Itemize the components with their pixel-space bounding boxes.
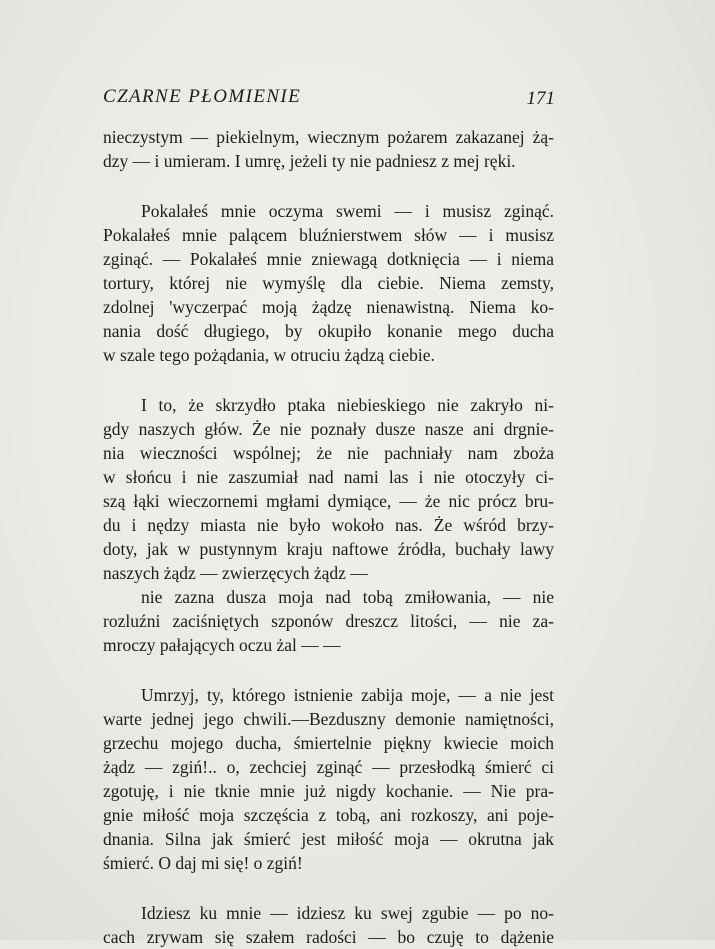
text-line: naszych żądz — zwierzęcych żądz — <box>103 563 368 583</box>
text-line: nania dość długiego, by okupiło konanie mego ducha <box>103 321 554 341</box>
text-line: dzy — i umieram. I umrę, jeżeli ty nie padniesz z mej ręki. <box>103 151 516 171</box>
text-line: nie zazna dusza moja nad tobą zmiłowania, — nie <box>141 587 554 607</box>
text-line: Idziesz ku mnie — idziesz ku swej zgubie — po no- <box>141 903 554 923</box>
text-line: Pokalałeś mnie palącem bluźnierstwem słów — i musisz <box>103 225 554 245</box>
text-line: doty, jak w pustynnym kraju naftowe źródła, buchały lawy <box>103 539 554 559</box>
text-line: gnie miłość moja szczęścia z tobą, ani rozkoszy, ani poje- <box>103 805 554 825</box>
paragraph <box>103 199 554 367</box>
text-line: warte jednej jego chwili.—Bezduszny demonie namiętności, <box>103 709 554 729</box>
text-line: śmierć. O daj mi się! o zgiń! <box>103 853 303 873</box>
text-line: w słońcu i nie zaszumiał nad nami las i nie otoczyły ci- <box>103 467 554 487</box>
text-line: I to, że skrzydło ptaka niebieskiego nie zakryło ni- <box>141 395 554 415</box>
page-header <box>103 86 555 114</box>
body-text <box>103 125 554 949</box>
text-line: szą łąki wieczornemi mgłami dymiące, — że nic prócz bru- <box>103 491 554 511</box>
text-line: mroczy pałających oczu żal — — <box>103 635 341 655</box>
running-title: CZARNE PŁOMIENIE <box>103 86 302 107</box>
text-line: zginąć. — Pokalałeś mnie zniewagą dotknięcia — i niema <box>103 249 554 269</box>
text-line: żądz — zgiń!.. o, zechciej zginąć — przesłodką śmierć ci <box>103 757 554 777</box>
text-line: zgotuję, i nie tknie mnie już nigdy kochanie. — Nie pra- <box>103 781 554 801</box>
paragraph <box>103 393 554 657</box>
text-line: w szale tego pożądania, w otruciu żądzą ciebie. <box>103 345 435 365</box>
text-line: cach zrywam się szałem radości — bo czuję to dążenie <box>103 927 554 947</box>
text-line: grzechu mojego ducha, śmiertelnie piękny kwiecie moich <box>103 733 554 753</box>
text-line: Pokalałeś mnie oczyma swemi — i musisz zginąć. <box>141 201 554 221</box>
text-line: zdolnej 'wyczerpać moją żądzę nienawistną. Niema ko- <box>103 297 554 317</box>
text-line: gdy naszych głów. Że nie poznały dusze nasze ani drgnie- <box>103 419 554 439</box>
text-line: Umrzyj, ty, którego istnienie zabija moje, — a nie jest <box>141 685 554 705</box>
text-line: dnania. Silna jak śmierć jest miłość moja — okrutna jak <box>103 829 554 849</box>
text-line: nia wieczności wspólnej; że nie pachniały nam zboża <box>103 443 554 463</box>
paragraph <box>103 901 554 949</box>
paragraph <box>103 683 554 875</box>
text-line: nieczystym — piekielnym, wiecznym pożarem zakazanej żą- <box>103 127 554 147</box>
paragraph <box>103 125 554 173</box>
text-line: tortury, której nie wymyślę dla ciebie. Niema zemsty, <box>103 273 554 293</box>
page-number: 171 <box>526 88 555 109</box>
text-line: rozluźni zaciśniętych szponów dreszcz litości, — nie za- <box>103 611 554 631</box>
text-line: du i nędzy miasta nie było wokoło nas. Że wśród brzy- <box>103 515 554 535</box>
